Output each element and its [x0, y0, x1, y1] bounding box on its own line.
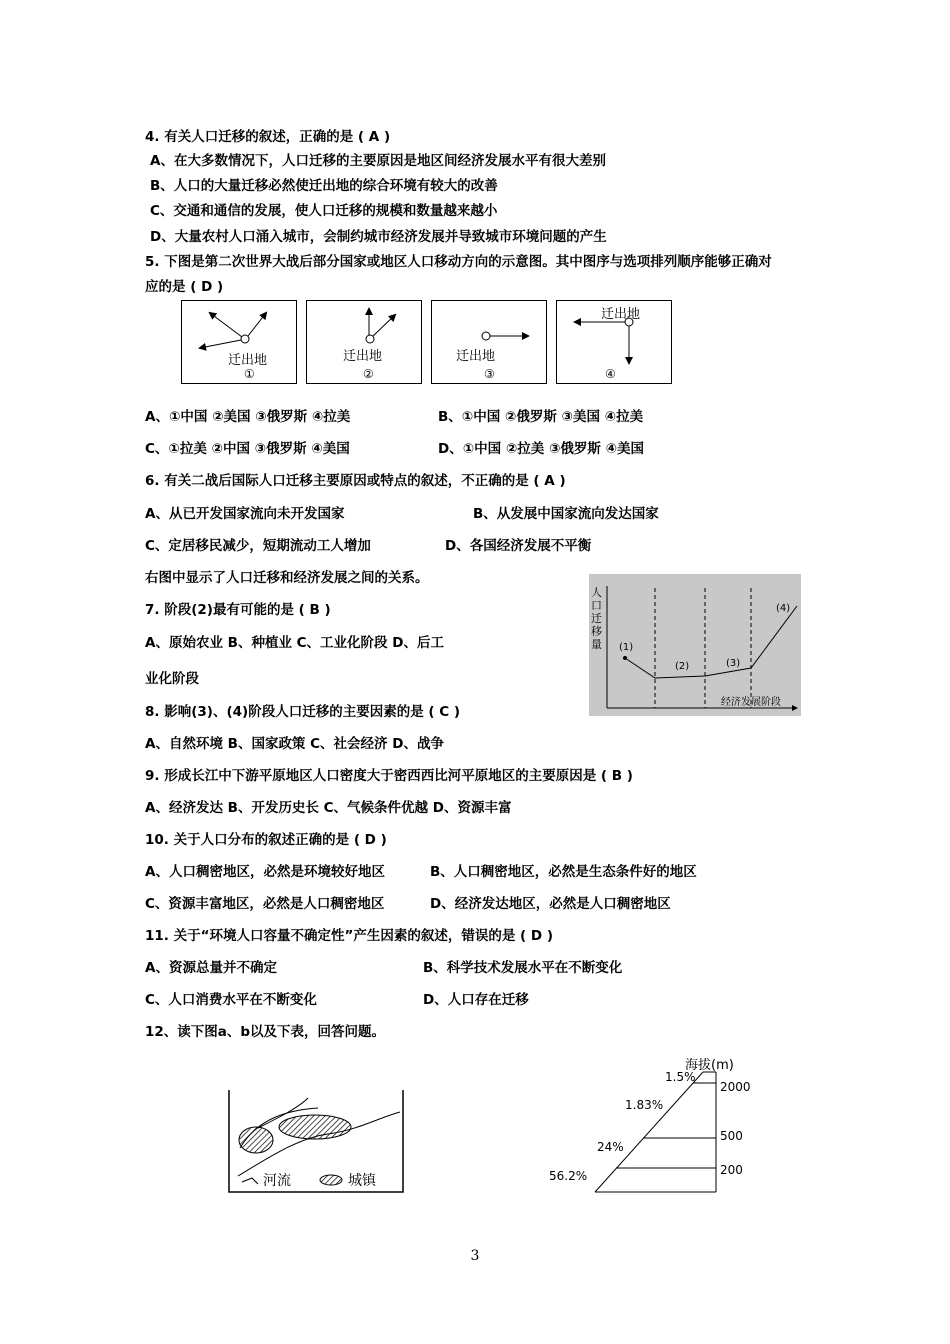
migration-curve	[625, 606, 797, 678]
town-legend-icon	[320, 1175, 342, 1185]
origin-circle	[241, 335, 249, 343]
q7-options-continuation: 业化阶段	[145, 671, 199, 687]
q8-options: A、自然环境 B、国家政策 C、社会经济 D、战争	[145, 736, 444, 752]
arrow	[373, 315, 395, 336]
figure-a-svg	[228, 1088, 406, 1194]
panel-4-label: 迁出地	[601, 307, 641, 322]
river-legend-icon	[242, 1178, 258, 1184]
origin-circle	[366, 335, 374, 343]
q5-option-c: C、①拉美 ②中国 ③俄罗斯 ④美国	[145, 441, 350, 457]
q6-option-a: A、从已开发国家流向未开发国家	[145, 506, 345, 522]
q5-stem-line1: 5. 下图是第二次世界大战后部分国家或地区人口移动方向的示意图。其中图序与选项排列顺序能够正确对	[145, 254, 772, 270]
legend-river-label: 河流	[263, 1173, 291, 1189]
arrow	[248, 313, 266, 336]
q7-stem: 7. 阶段(2)最有可能的是 ( B )	[145, 602, 331, 618]
curve-start-dot	[623, 656, 627, 660]
q6-option-c: C、定居移民减少，短期流动工人增加	[145, 538, 371, 554]
stage-chart	[589, 574, 801, 716]
panel-4-number: ④	[605, 367, 616, 381]
stage-chart-ylabel: 人口迁移量	[591, 586, 602, 651]
stage-chart-xlabel: 经济发展阶段	[721, 697, 781, 708]
migration-panel-1	[181, 300, 297, 384]
q5-option-d: D、①中国 ②拉美 ③俄罗斯 ④美国	[438, 441, 645, 457]
panel-3-number: ③	[484, 367, 495, 381]
q10-option-b: B、人口稠密地区，必然是生态条件好的地区	[430, 864, 697, 880]
q4-stem: 4. 有关人口迁移的叙述，正确的是 ( A )	[145, 129, 391, 145]
arrow	[210, 313, 242, 337]
panel-3-label: 迁出地	[456, 349, 496, 364]
q11-option-c: C、人口消费水平在不断变化	[145, 992, 317, 1008]
q6-option-b: B、从发展中国家流向发达国家	[473, 506, 659, 522]
panel-2-label: 迁出地	[343, 349, 383, 364]
altitude-axis-title: 海拔(m)	[685, 1058, 734, 1073]
q7-q8-intro: 右图中显示了人口迁移和经济发展之间的关系。	[145, 570, 429, 586]
q11-option-b: B、科学技术发展水平在不断变化	[423, 960, 623, 976]
q5-option-a: A、①中国 ②美国 ③俄罗斯 ④拉美	[145, 409, 351, 425]
q10-option-a: A、人口稠密地区，必然是环境较好地区	[145, 864, 385, 880]
town-large	[279, 1115, 351, 1139]
town-small	[239, 1127, 273, 1153]
panel-1-number: ①	[244, 367, 255, 381]
altitude-label-500: 500	[720, 1129, 743, 1143]
slope-line	[595, 1072, 703, 1192]
q11-option-a: A、资源总量并不确定	[145, 960, 277, 976]
altitude-label-200: 200	[720, 1163, 743, 1177]
q8-stem: 8. 影响(3)、(4)阶段人口迁移的主要因素的是 ( C )	[145, 704, 461, 720]
q9-stem: 9. 形成长江中下游平原地区人口密度大于密西西比河平原地区的主要原因是 ( B )	[145, 768, 633, 784]
q4-option-d: D、大量农村人口涌入城市，会制约城市经济发展并导致城市环境问题的产生	[150, 229, 607, 245]
stage-label-1: (1)	[619, 642, 634, 653]
origin-circle	[482, 332, 490, 340]
percent-label-2: 1.83%	[625, 1098, 664, 1112]
stage-label-3: (3)	[726, 658, 741, 669]
percent-label-3: 24%	[597, 1140, 624, 1154]
q12-stem: 12、读下图a、b以及下表，回答问题。	[145, 1024, 386, 1040]
migration-panel-4	[556, 300, 672, 384]
q5-stem-line2: 应的是 ( D )	[145, 279, 224, 295]
altitude-label-2000: 2000	[720, 1080, 751, 1094]
q6-option-d: D、各国经济发展不平衡	[445, 538, 592, 554]
q11-option-d: D、人口存在迁移	[423, 992, 529, 1008]
q4-option-b: B、人口的大量迁移必然使迁出地的综合环境有较大的改善	[150, 178, 498, 194]
page-number: 3	[470, 1248, 480, 1264]
migration-panel-3	[431, 300, 547, 384]
panel-1-label: 迁出地	[228, 353, 268, 368]
q10-stem: 10. 关于人口分布的叙述正确的是 ( D )	[145, 832, 387, 848]
percent-label-1: 1.5%	[665, 1070, 696, 1084]
figure-b-altitude-chart	[545, 1052, 765, 1194]
q10-option-d: D、经济发达地区，必然是人口稠密地区	[430, 896, 671, 912]
q9-options: A、经济发达 B、开发历史长 C、气候条件优越 D、资源丰富	[145, 800, 512, 816]
q11-stem: 11. 关于“环境人口容量不确定性”产生因素的叙述，错误的是 ( D )	[145, 928, 554, 944]
q4-option-a: A、在大多数情况下，人口迁移的主要原因是地区间经济发展水平有很大差别	[150, 153, 606, 169]
legend-town-label: 城镇	[348, 1173, 376, 1189]
stage-label-2: (2)	[675, 661, 690, 672]
migration-panel-2	[306, 300, 422, 384]
q6-stem: 6. 有关二战后国际人口迁移主要原因或特点的叙述，不正确的是 ( A )	[145, 473, 566, 489]
q7-options: A、原始农业 B、种植业 C、工业化阶段 D、后工	[145, 635, 444, 651]
panel-2-number: ②	[363, 367, 374, 381]
figure-a-river-map	[228, 1088, 406, 1194]
migration-panel-1-arrows	[182, 301, 296, 383]
arrow	[200, 340, 241, 348]
q5-option-b: B、①中国 ②俄罗斯 ③美国 ④拉美	[438, 409, 644, 425]
stage-label-4: (4)	[776, 603, 791, 614]
percent-label-4: 56.2%	[549, 1169, 588, 1183]
q4-option-c: C、交通和通信的发展，使人口迁移的规模和数量越来越小	[150, 203, 498, 219]
q10-option-c: C、资源丰富地区，必然是人口稠密地区	[145, 896, 385, 912]
